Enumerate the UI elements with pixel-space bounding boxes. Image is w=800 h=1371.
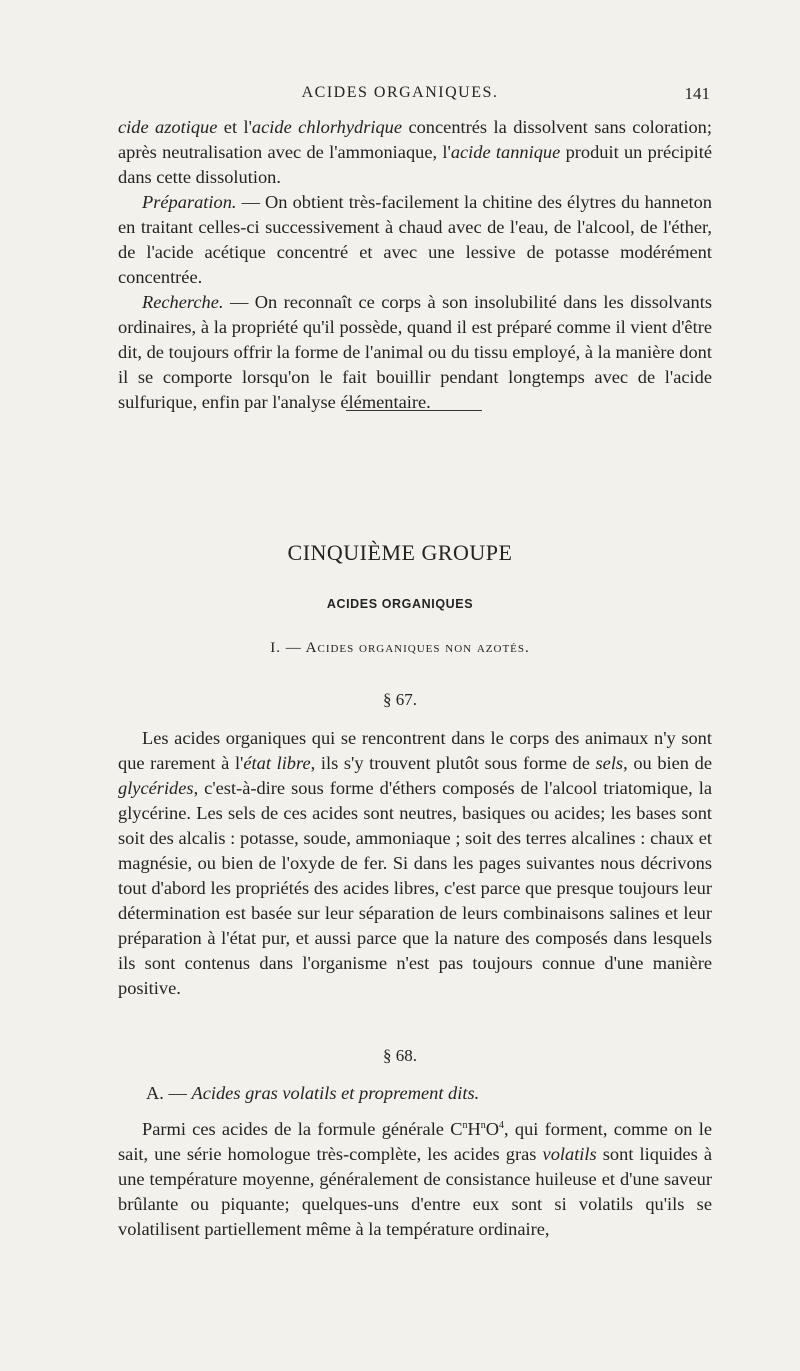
text-block-chitine [118,115,712,415]
running-title: ACIDES ORGANIQUES. [301,84,499,101]
italic-run: Recherche. [142,292,224,312]
text-run: Parmi ces acides de la formule générale C [142,1119,463,1139]
italic-run: acide chlorhydrique [251,117,403,137]
superscript-run: n [462,1119,468,1131]
text-block-68 [118,1117,712,1242]
text-run: , ils s'y trouvent plutôt sous forme de [310,753,596,773]
text-block-67 [118,726,712,1001]
paragraph-preparation [118,190,712,290]
text-run: A. — [146,1083,192,1103]
italic-run: Acides gras volatils et proprement dits. [191,1083,480,1103]
group-title: CINQUIÈME GROUPE [287,540,513,565]
text-run: , qui forment, comme on le sait, une série homologue très-complète, les acides gras [118,1119,712,1164]
text-run: concentrés la dissolvent sans coloration; après neutralisation avec de l'ammoniaque, l' [118,117,712,162]
page-header [0,84,800,108]
paragraph-recherche [118,290,712,415]
text-run: Les acides organiques qui se rencontrent dans le corps des animaux n'y sont que rarement à l' [118,728,712,773]
text-run: — On reconnaît ce corps à son insolubilité dans les dissolvants ordinaires, à la propriété qu'il possède, quand il est préparé comme il vient d'être dit, de toujours offrir la forme de l'animal ou du tissu employé, à la manière dont il se comporte lorsqu'on le fait bouillir pendant longtemps avec de l'acide sulfurique, enfin par l'analyse élémentaire. [118,292,712,412]
paragraph-number-68: § 68. [383,1046,417,1065]
text-run: sont liquides à une température moyenne, généralement de consistance huileuse et d'une saveur brûlante ou piquante; quelques-uns d'entre eux sont si volatils qu'ils se volatilisent partiellement même à la température ordinaire, [118,1144,712,1239]
paragraph-acides-gras [118,1117,712,1242]
paragraph-acides-organiques [118,726,712,1001]
text-run: , ou bien de [623,753,712,773]
text-run: — On obtient très-facilement la chitine des élytres du hanneton en traitant celles-ci successivement à chaud avec de l'eau, de l'alcool, de l'éther, de l'acide acétique concentré et avec une lessive de potasse modérément concentrée. [118,192,712,287]
italic-run: état libre [243,753,311,773]
section-divider [346,410,482,411]
section-heading: I. — Acides organiques non azotés. [270,640,530,656]
paragraph-reactions [118,115,712,190]
italic-run: cide azotique [118,117,218,137]
italic-run: sels [595,753,624,773]
text-run: , c'est-à-dire sous forme d'éthers composés de l'alcool triatomique, la glycérine. Les sels de ces acides sont neutres, basiques ou acides; les bases sont soit des alcalis : potasse, soude, ammoniaque ; soit des terres alcalines : chaux et magnésie, ou bien de l'oxyde de fer. Si dans les pages suivantes nous décrivons tout d'abord les propriétés des acides libres, c'est parce que presque toujours leur détermination est basée sur leur séparation de leurs combinaisons salines et leur préparation à l'état pur, et aussi parce que la nature des composés dans lesquels ils sont contenus dans l'organisme n'est pas toujours connue d'une manière positive. [118,778,712,998]
superscript-run: 4 [499,1119,505,1131]
paragraph-number-67: § 67. [383,690,417,709]
text-run: H [467,1119,481,1139]
group-subtitle: ACIDES ORGANIQUES [326,597,474,611]
italic-run: acide tannique [450,142,561,162]
text-run: produit un précipité dans cette dissolution. [118,142,712,187]
text-run: O [485,1119,500,1139]
superscript-run: n [480,1119,486,1131]
text-run: et l' [217,117,252,137]
subsection-heading [146,1083,479,1104]
italic-run: Préparation. [142,192,237,212]
page-number: 141 [684,84,710,103]
italic-run: glycérides [118,778,194,798]
italic-run: volatils [542,1144,597,1164]
